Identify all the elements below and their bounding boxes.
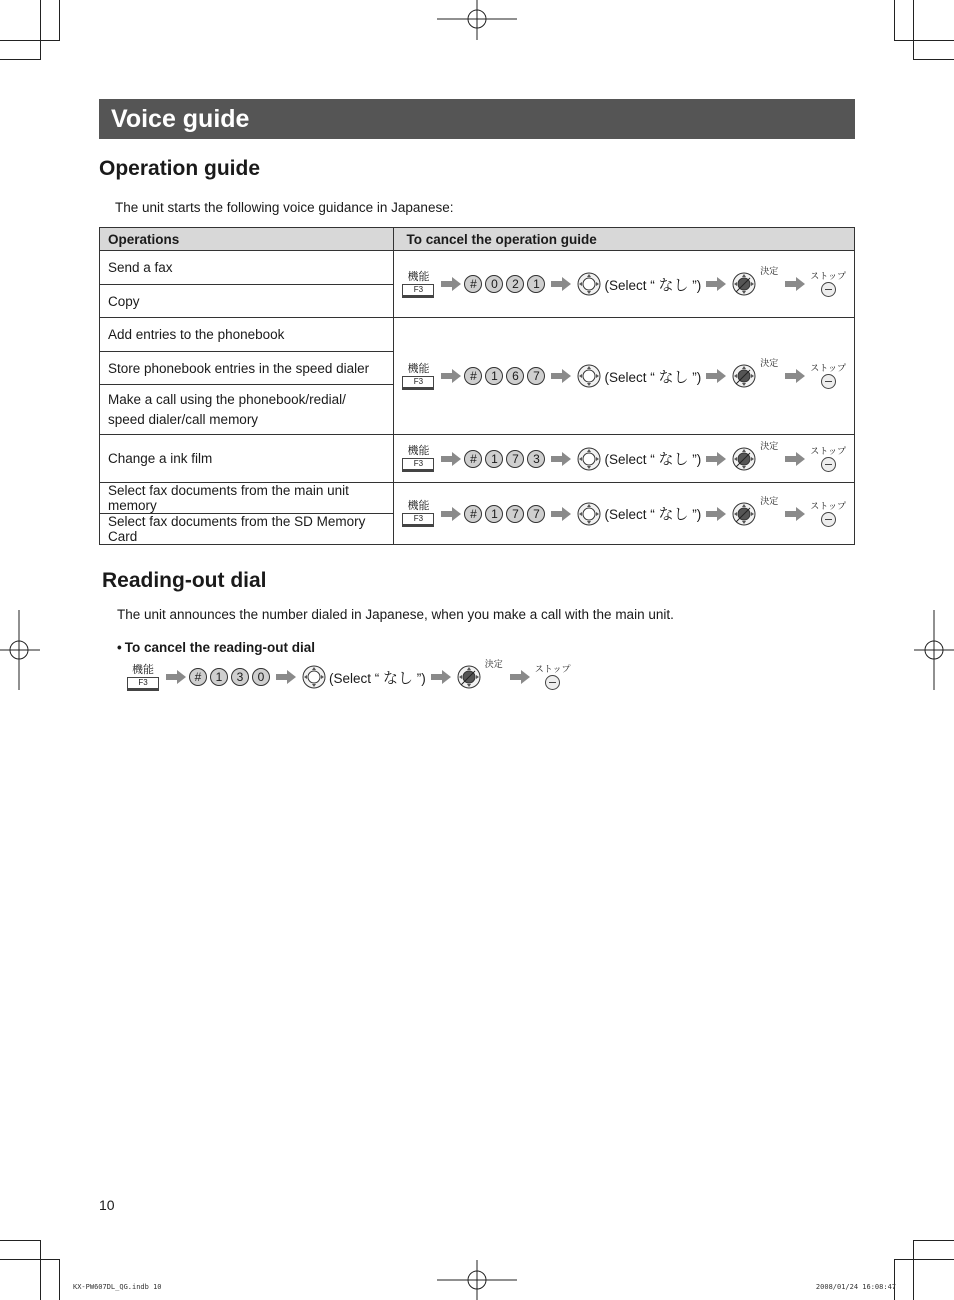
function-key-label: 機能 — [407, 362, 430, 375]
decide-label: 決定 — [760, 358, 779, 368]
digit-key-icon: 6 — [506, 367, 524, 385]
f3-key-icon: F3 — [402, 458, 434, 472]
operation-cell: Send a fax — [100, 251, 394, 285]
footer-timestamp: 2008/01/24 16:08:47 — [815, 1283, 896, 1291]
digit-key-icon: 7 — [506, 505, 524, 523]
crop-mark — [59, 0, 60, 40]
digit-key-icon: 3 — [527, 450, 545, 468]
decide-key — [729, 495, 779, 526]
registration-mark — [437, 0, 517, 40]
stop-key — [810, 501, 846, 527]
f3-key-icon: F3 — [127, 677, 159, 691]
function-key-label: 機能 — [407, 270, 430, 283]
table-row — [100, 483, 855, 514]
arrow-right-icon — [441, 452, 461, 466]
arrow-right-icon — [510, 670, 530, 684]
registration-mark — [437, 1260, 517, 1300]
reading-out-intro: The unit announces the number dialed in Japanese, when you make a call with the main unit. — [117, 607, 674, 622]
crop-mark — [913, 1240, 914, 1300]
function-key — [402, 363, 434, 390]
crop-mark — [0, 1240, 40, 1241]
registration-mark — [914, 610, 954, 690]
arrow-right-icon — [706, 452, 726, 466]
cancel-sequence-cell — [394, 435, 855, 483]
table-row — [100, 318, 855, 352]
arrow-right-icon — [441, 507, 461, 521]
crop-mark — [894, 40, 954, 41]
crop-mark — [913, 59, 954, 60]
function-key-label: 機能 — [407, 500, 430, 512]
crop-mark — [913, 1240, 954, 1241]
stop-label: ストップ — [810, 445, 846, 456]
arrow-right-icon — [551, 507, 571, 521]
navigator-center-icon — [732, 364, 756, 388]
select-instruction: (Select “ なし ”) — [604, 451, 702, 468]
select-instruction: (Select “ なし ”) — [329, 669, 426, 687]
hash-key-icon: # — [464, 505, 482, 523]
digit-key-icon: 7 — [506, 450, 524, 468]
bullet-dot-icon: • — [117, 640, 122, 655]
section-banner: Voice guide — [99, 99, 855, 139]
arrow-right-icon — [706, 369, 726, 383]
operations-table — [99, 227, 855, 545]
digit-key-icon: 1 — [485, 450, 503, 468]
decide-label: 決定 — [760, 495, 779, 506]
column-header-operations: Operations — [100, 228, 394, 251]
navigator-center-icon — [732, 502, 756, 526]
function-key — [402, 445, 434, 472]
column-header-cancel: To cancel the operation guide — [394, 228, 855, 251]
select-instruction: (Select “ なし ”) — [604, 368, 702, 386]
arrow-right-icon — [431, 670, 451, 684]
arrow-right-icon — [706, 507, 726, 521]
crop-mark — [913, 0, 914, 60]
arrow-right-icon — [785, 507, 805, 521]
hash-key-icon: # — [189, 668, 207, 686]
select-instruction: (Select “ なし ”) — [604, 276, 702, 294]
digit-key-icon: 0 — [252, 668, 270, 686]
footer-file: KX-PW607DL_QG.indb 10 — [73, 1283, 162, 1291]
function-key — [402, 500, 434, 527]
decide-key — [729, 440, 779, 471]
cancel-sequence-cell — [394, 318, 855, 435]
arrow-right-icon — [785, 277, 805, 291]
navigator-key-icon — [577, 364, 601, 388]
operation-guide-intro: The unit starts the following voice guidance in Japanese: — [115, 200, 454, 215]
decide-label: 決定 — [760, 440, 779, 451]
stop-button-icon — [821, 512, 836, 527]
table-header-row — [100, 228, 855, 251]
operation-cell: Store phonebook entries in the speed dialer — [100, 352, 394, 385]
select-instruction: (Select “ なし ”) — [604, 506, 702, 523]
stop-key — [810, 446, 846, 472]
operation-guide-heading: Operation guide — [99, 157, 261, 180]
arrow-right-icon — [166, 670, 186, 684]
stop-label: ストップ — [810, 500, 846, 511]
digit-key-icon: 1 — [527, 275, 545, 293]
navigator-center-icon — [457, 665, 481, 689]
navigator-key-icon — [577, 447, 601, 471]
reading-out-cancel-sequence — [127, 660, 571, 694]
hash-key-icon: # — [464, 367, 482, 385]
crop-mark — [894, 1259, 895, 1300]
stop-key — [810, 363, 846, 389]
stop-button-icon — [821, 374, 836, 389]
arrow-right-icon — [441, 277, 461, 291]
crop-mark — [40, 1240, 41, 1300]
operation-cell: Copy — [100, 285, 394, 318]
stop-key — [535, 664, 571, 690]
navigator-key-icon — [577, 502, 601, 526]
crop-mark — [59, 1259, 60, 1300]
decide-key — [729, 266, 779, 296]
f3-key-icon: F3 — [402, 513, 434, 527]
stop-button-icon — [821, 457, 836, 472]
crop-mark — [894, 1259, 954, 1260]
stop-button-icon — [821, 282, 836, 297]
stop-label: ストップ — [534, 664, 571, 674]
decide-label: 決定 — [760, 266, 779, 276]
hash-key-icon: # — [464, 450, 482, 468]
stop-label: ストップ — [810, 271, 846, 281]
stop-key — [810, 271, 846, 297]
arrow-right-icon — [551, 452, 571, 466]
stop-label: ストップ — [810, 363, 846, 373]
f3-key-icon: F3 — [402, 284, 434, 298]
operation-cell: Change a ink film — [100, 435, 394, 483]
navigator-key-icon — [302, 665, 326, 689]
crop-mark — [40, 0, 41, 60]
registration-mark — [0, 610, 40, 690]
operation-cell: Add entries to the phonebook — [100, 318, 394, 352]
table-row — [100, 251, 855, 285]
decide-label: 決定 — [484, 659, 503, 669]
arrow-right-icon — [551, 369, 571, 383]
arrow-right-icon — [276, 670, 296, 684]
crop-mark — [0, 40, 60, 41]
operation-cell: Select fax documents from the SD Memory Card — [100, 514, 394, 545]
crop-mark — [0, 1259, 60, 1260]
crop-mark — [0, 59, 40, 60]
page-number: 10 — [99, 1197, 115, 1213]
digit-key-icon: 7 — [527, 367, 545, 385]
arrow-right-icon — [706, 277, 726, 291]
table-row — [100, 435, 855, 483]
decide-key — [454, 659, 503, 689]
stop-button-icon — [545, 675, 560, 690]
function-key — [127, 664, 159, 691]
navigator-center-icon — [732, 447, 756, 471]
crop-mark — [894, 0, 895, 40]
arrow-right-icon — [441, 369, 461, 383]
arrow-right-icon — [785, 369, 805, 383]
navigator-key-icon — [577, 272, 601, 296]
arrow-right-icon — [785, 452, 805, 466]
operation-cell: Select fax documents from the main unit memory — [100, 483, 394, 514]
bullet-item — [117, 640, 315, 655]
digit-key-icon: 0 — [485, 275, 503, 293]
arrow-right-icon — [551, 277, 571, 291]
reading-out-heading: Reading-out dial — [102, 569, 267, 592]
digit-key-icon: 2 — [506, 275, 524, 293]
operation-cell: Make a call using the phonebook/redial/ speed dialer/call memory — [100, 385, 394, 435]
decide-key — [729, 358, 779, 388]
cancel-sequence-cell — [394, 483, 855, 545]
digit-key-icon: 1 — [485, 367, 503, 385]
digit-key-icon: 7 — [527, 505, 545, 523]
cancel-sequence-cell — [394, 251, 855, 318]
digit-key-icon: 3 — [231, 668, 249, 686]
digit-key-icon: 1 — [210, 668, 228, 686]
function-key — [402, 271, 434, 298]
function-key-label: 機能 — [132, 663, 154, 676]
bullet-text: To cancel the reading-out dial — [124, 640, 316, 655]
function-key-label: 機能 — [407, 445, 430, 457]
digit-key-icon: 1 — [485, 505, 503, 523]
f3-key-icon: F3 — [402, 376, 434, 390]
hash-key-icon: # — [464, 275, 482, 293]
navigator-center-icon — [732, 272, 756, 296]
